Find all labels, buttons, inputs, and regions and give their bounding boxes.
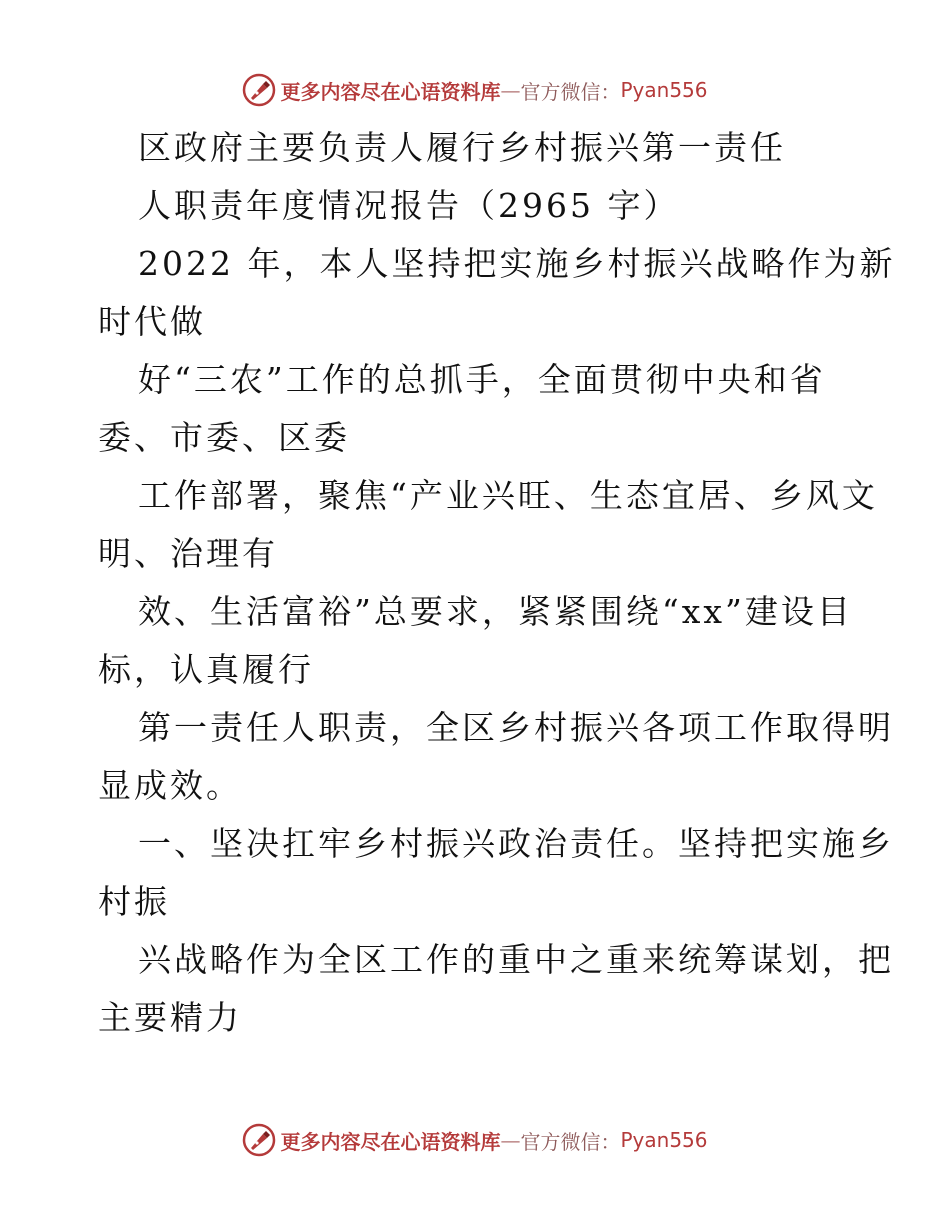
doc-title-line-1: 区政府主要负责人履行乡村振兴第一责任 xyxy=(138,128,786,167)
doc-line: 村振 xyxy=(98,882,170,921)
banner-sub-text: 官方微信： xyxy=(520,79,621,104)
banner-main-text: 更多内容尽在心语资料库 xyxy=(280,79,501,104)
banner-separator: — xyxy=(500,78,521,102)
footer-banner xyxy=(0,1122,950,1158)
header-banner xyxy=(0,72,950,108)
doc-line: 工作部署，聚焦“产业兴旺、生态宜居、乡风文 xyxy=(138,476,878,515)
banner-separator: — xyxy=(500,1128,521,1152)
doc-line: 一、坚决扛牢乡村振兴政治责任。坚持把实施乡 xyxy=(138,824,894,863)
doc-title-line-2: 人职责年度情况报告（2965 字） xyxy=(138,186,680,225)
banner-main-text: 更多内容尽在心语资料库 xyxy=(280,1129,501,1154)
pen-nib-logo-icon xyxy=(242,73,276,107)
doc-line: 好“三农”工作的总抓手，全面贯彻中央和省 xyxy=(138,360,826,399)
doc-line: 主要精力 xyxy=(98,998,242,1037)
doc-line: 明、治理有 xyxy=(98,534,278,573)
banner-wechat-id: Pyan556 xyxy=(620,1128,708,1152)
doc-line: 显成效。 xyxy=(98,766,242,805)
doc-line: 第一责任人职责，全区乡村振兴各项工作取得明 xyxy=(138,708,894,747)
pen-nib-logo-icon xyxy=(242,1123,276,1157)
doc-line: 兴战略作为全区工作的重中之重来统筹谋划，把 xyxy=(138,940,894,979)
doc-line: 委、市委、区委 xyxy=(98,418,350,457)
banner-wechat-id: Pyan556 xyxy=(620,78,708,102)
banner-sub-text: 官方微信： xyxy=(520,1129,621,1154)
doc-line: 时代做 xyxy=(98,302,206,341)
doc-line: 2022 年，本人坚持把实施乡村振兴战略作为新 xyxy=(138,244,896,283)
doc-line: 标，认真履行 xyxy=(98,650,314,689)
doc-line: 效、生活富裕”总要求，紧紧围绕“xx”建设目 xyxy=(138,592,853,631)
